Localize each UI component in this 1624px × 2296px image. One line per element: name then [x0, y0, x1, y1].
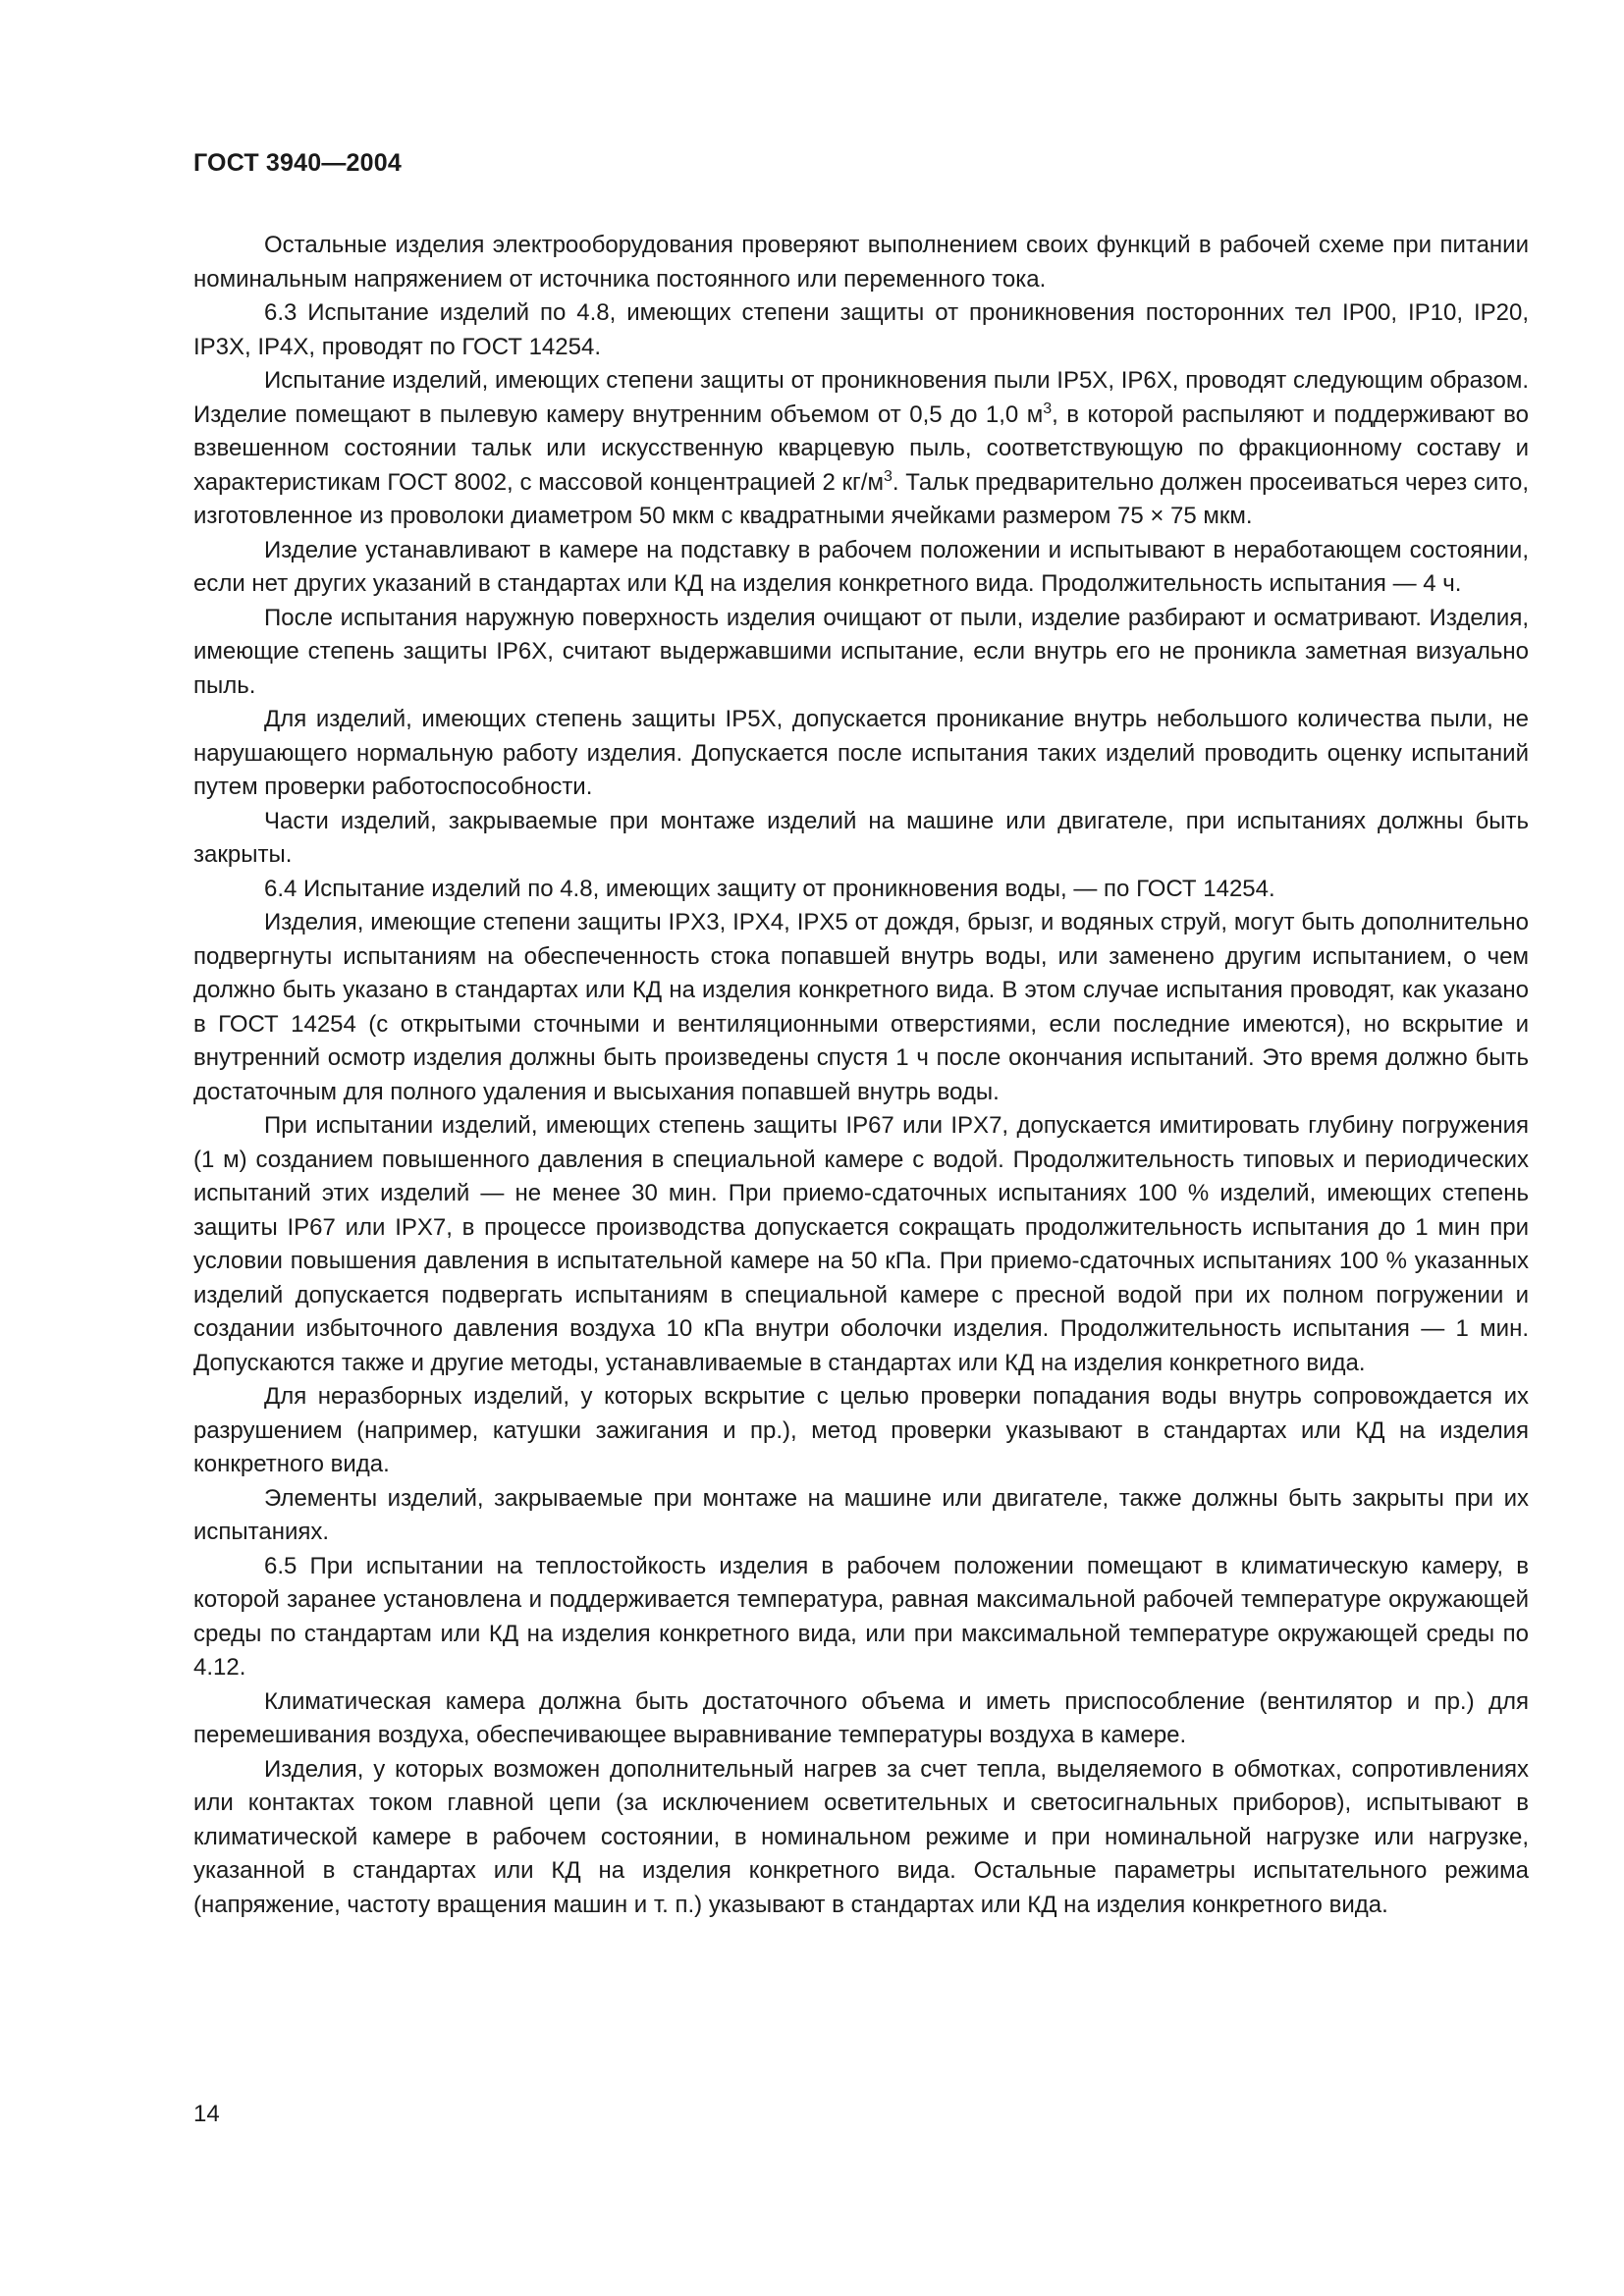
- paragraph: Элементы изделий, закрываемые при монтаже на машине или двигателе, также должны быть закрыты при их испытаниях.: [193, 1484, 1529, 1545]
- dust-test-text-3: . Тальк предварительно должен просеиваться через сито, изготовленное из проволоки диаметром 50 мкм с квадратными ячейками размером 75 × 75 мкм.: [193, 468, 1529, 529]
- document-header: ГОСТ 3940—2004: [193, 149, 402, 177]
- superscript-3: 3: [883, 467, 893, 485]
- paragraph: Части изделий, закрываемые при монтаже изделий на машине или двигателе, при испытаниях должны быть закрыты.: [193, 807, 1529, 868]
- paragraph: Изделия, имеющие степени защиты IPX3, IPX4, IPX5 от дождя, брызг, и водяных струй, могут быть дополнительно подвергнуты испытаниям на обеспеченность стока попавшей внутрь воды, или заменено другим испытанием, о чем должно быть указано в стандартах или КД на изделия конкретного вида. В этом случае испытания проводят, как указано в ГОСТ 14254 (с открытыми сточными и вентиляционными отверстиями, если последние имеются), но вскрытие и внутренний осмотр изделия должны быть произведены спустя 1 ч после окончания испытаний. Это время должно быть достаточным для полного удаления и высыхания попавшей внутрь воды.: [193, 909, 1529, 1105]
- paragraph-6-4: 6.4 Испытание изделий по 4.8, имеющих защиту от проникновения воды, — по ГОСТ 14254.: [264, 875, 1275, 902]
- document-body: [193, 229, 1529, 1922]
- page-number: 14: [193, 2101, 220, 2127]
- dust-test-text-2: , в которой распыляют и поддерживают во взвешенном состоянии тальк или искусственную кварцевую пыль, соответствующую по фракционному составу и характеристикам ГОСТ 8002, с массовой концентрацией 2 кг/м: [193, 400, 1530, 496]
- paragraph: При испытании изделий, имеющих степень защиты IP67 или IPX7, допускается имитировать глубину погружения (1 м) созданием повышенного давления в специальной камере с водой. Продолжительность типовых и периодических испытаний этих изделий — не менее 30 мин. При приемо-сдаточных испытаниях 100 % изделий, имеющих степень защиты IP67 или IPX7, в процессе производства допускается сокращать продолжительность испытания до 1 мин при условии повышения давления в испытательной камере на 50 кПа. При приемо-сдаточных испытаниях 100 % указанных изделий допускается подвергать испытаниям в специальной камере с пресной водой при их полном погружении и создании избыточного давления воздуха 10 кПа внутри оболочки изделия. Продолжительность испытания — 1 мин. Допускаются также и другие методы, устанавливаемые в стандартах или КД на изделия конкретного вида.: [193, 1112, 1529, 1376]
- paragraph: Климатическая камера должна быть достаточного объема и иметь приспособление (вентилятор и пр.) для перемешивания воздуха, обеспечивающее выравнивание температуры воздуха в камере.: [193, 1687, 1529, 1748]
- paragraph: Для неразборных изделий, у которых вскрытие с целью проверки попадания воды внутрь сопровождается их разрушением (например, катушки зажигания и пр.), метод проверки указывают в стандартах или КД на изделия конкретного вида.: [193, 1383, 1529, 1477]
- paragraph: Изделие устанавливают в камере на подставку в рабочем положении и испытывают в неработающем состоянии, если нет других указаний в стандартах или КД на изделия конкретного вида. Продолжительность испытания — 4 ч.: [193, 536, 1529, 597]
- dust-test-text-1: Испытание изделий, имеющих степени защиты от проникновения пыли IP5X, IP6X, проводят следующим образом. Изделие помещают в пылевую камеру внутренним объемом от 0,5 до 1,0 м: [193, 367, 1529, 428]
- superscript-3: 3: [1043, 400, 1053, 417]
- paragraph-6-3: 6.3 Испытание изделий по 4.8, имеющих степени защиты от проникновения посторонних тел IP00, IP10, IP20, IP3X, IP4X, проводят по ГОСТ 14254.: [193, 299, 1529, 360]
- paragraph: После испытания наружную поверхность изделия очищают от пыли, изделие разбирают и осматривают. Изделия, имеющие степень защиты IP6X, считают выдержавшими испытание, если внутрь его не проникла заметная визуально пыль.: [193, 604, 1529, 699]
- paragraph: Остальные изделия электрооборудования проверяют выполнением своих функций в рабочей схеме при питании номинальным напряжением от источника постоянного или переменного тока.: [193, 232, 1529, 293]
- paragraph-dust-test: [193, 364, 1529, 534]
- paragraph: Изделия, у которых возможен дополнительный нагрев за счет тепла, выделяемого в обмотках, сопротивлениях или контактах током главной цепи (за исключением осветительных и светосигнальных приборов), испытывают в климатической камере в рабочем состоянии, в номинальном режиме и при номинальной нагрузке или нагрузке, указанной в стандартах или КД на изделия конкретного вида. Остальные параметры испытательного режима (напряжение, частоту вращения машин и т. п.) указывают в стандартах или КД на изделия конкретного вида.: [193, 1755, 1529, 1918]
- paragraph-6-5: 6.5 При испытании на теплостойкость изделия в рабочем положении помещают в климатическую камеру, в которой заранее установлена и поддерживается температура, равная максимальной рабочей температуре окружающей среды по стандартам или КД на изделия конкретного вида, или при максимальной температуре окружающей среды по 4.12.: [193, 1552, 1529, 1681]
- paragraph: Для изделий, имеющих степень защиты IP5X, допускается проникание внутрь небольшого количества пыли, не нарушающего нормальную работу изделия. Допускается после испытания таких изделий проводить оценку испытаний путем проверки работоспособности.: [193, 706, 1529, 800]
